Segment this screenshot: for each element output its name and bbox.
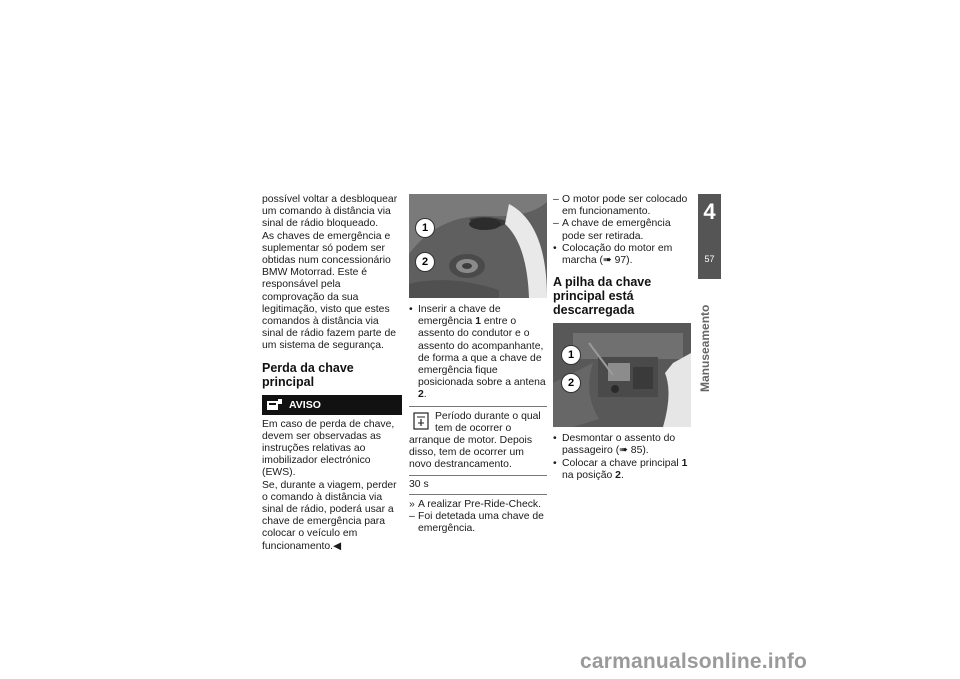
ref-number: 2 [615,469,621,481]
chapter-number: 4 [703,199,716,224]
page-ref-arrow-icon: ➠ [619,445,628,457]
bullet-text: na posição [562,469,616,481]
instruction-bullet [553,458,690,482]
info-box [409,406,547,495]
end-mark-icon: ◀ [333,540,342,552]
paragraph [262,480,402,553]
bullet-text: 97). [611,255,633,267]
column-2 [409,194,547,535]
instruction-bullet [553,243,690,267]
photo-seat-antenna [409,194,547,298]
bullet-text: entre o assento do condutor e o assento do acompanhante, de forma a que a chave de emergência fique posicionada sobre a antena [418,316,546,389]
dash-item: – Foi detetada uma chave de emergência. [409,511,547,535]
ref-number: 1 [681,457,688,469]
column-1 [262,194,402,553]
bullet-text: Desmontar o assento do passageiro ( [562,433,676,457]
warning-bar [262,395,402,415]
bullet-text: Colocação do motor em marcha ( [562,242,673,267]
paragraph: Em caso de perda de chave, devem ser observadas as instruções relativas ao imobilizador electrónico (EWS). [262,418,395,479]
info-text-row [409,407,547,475]
photo-label: 1 [415,218,435,238]
instruction-bullet [409,304,547,402]
photo-label: 2 [561,373,581,393]
bullet-text: . [620,469,624,481]
paragraph-text: Se, durante a viagem, perder o comando à distância via sinal de rádio, poderá usar a chave de emergência para colocar o veículo em funcionamento. [262,479,397,552]
chapter-title: Manuseamento [698,304,712,392]
chapter-tab [698,194,721,279]
photo-illustration [409,194,547,298]
page-number: 57 [704,254,715,264]
column-3 [553,194,690,482]
ref-number: 1 [475,316,481,328]
watermark: carmanualsonline.info [580,650,808,673]
info-value: 30 s [409,475,547,494]
result-line: » A realizar Pre-Ride-Check. [409,499,547,511]
bullet-text: . [423,389,427,401]
info-text: Período durante o qual tem de ocorrer o arranque de motor. Depois disso, tem de ocorrer um novo destrancamento. [409,410,541,471]
photo-label: 1 [561,345,581,365]
bullet-text: Colocar a chave principal [562,457,682,469]
ref-number: 2 [418,389,424,401]
dash-item: – A chave de emergência pode ser retirada. [553,218,690,242]
warning-label: AVISO [289,398,321,411]
photo-label: 2 [415,252,435,272]
section-heading: A pilha da chave principal está descarregada [553,275,652,318]
photo-battery-slot [553,323,691,427]
paragraph: possível voltar a desbloquear um comando à distância via sinal de rádio bloqueado. [262,194,398,230]
warning-icon [267,399,283,411]
paragraph: As chaves de emergência e suplementar só podem ser obtidas num concessionário BMW Motorrad. Este é responsável pela comprovação da sua legitimação, visto que estes comandos à distância via sinal de rádio fazem parte de um sistema de segurança. [262,230,397,352]
bullet-text: 85). [627,445,649,457]
clock-icon [413,412,429,430]
section-heading: Perda da chave principal [262,360,354,389]
instruction-bullet [553,433,690,457]
page-ref-arrow-icon: ➠ [603,255,612,267]
dash-item: – O motor pode ser colocado em funcionamento. [553,194,690,218]
bullet-text: Inserir a chave de emergência [418,304,501,328]
